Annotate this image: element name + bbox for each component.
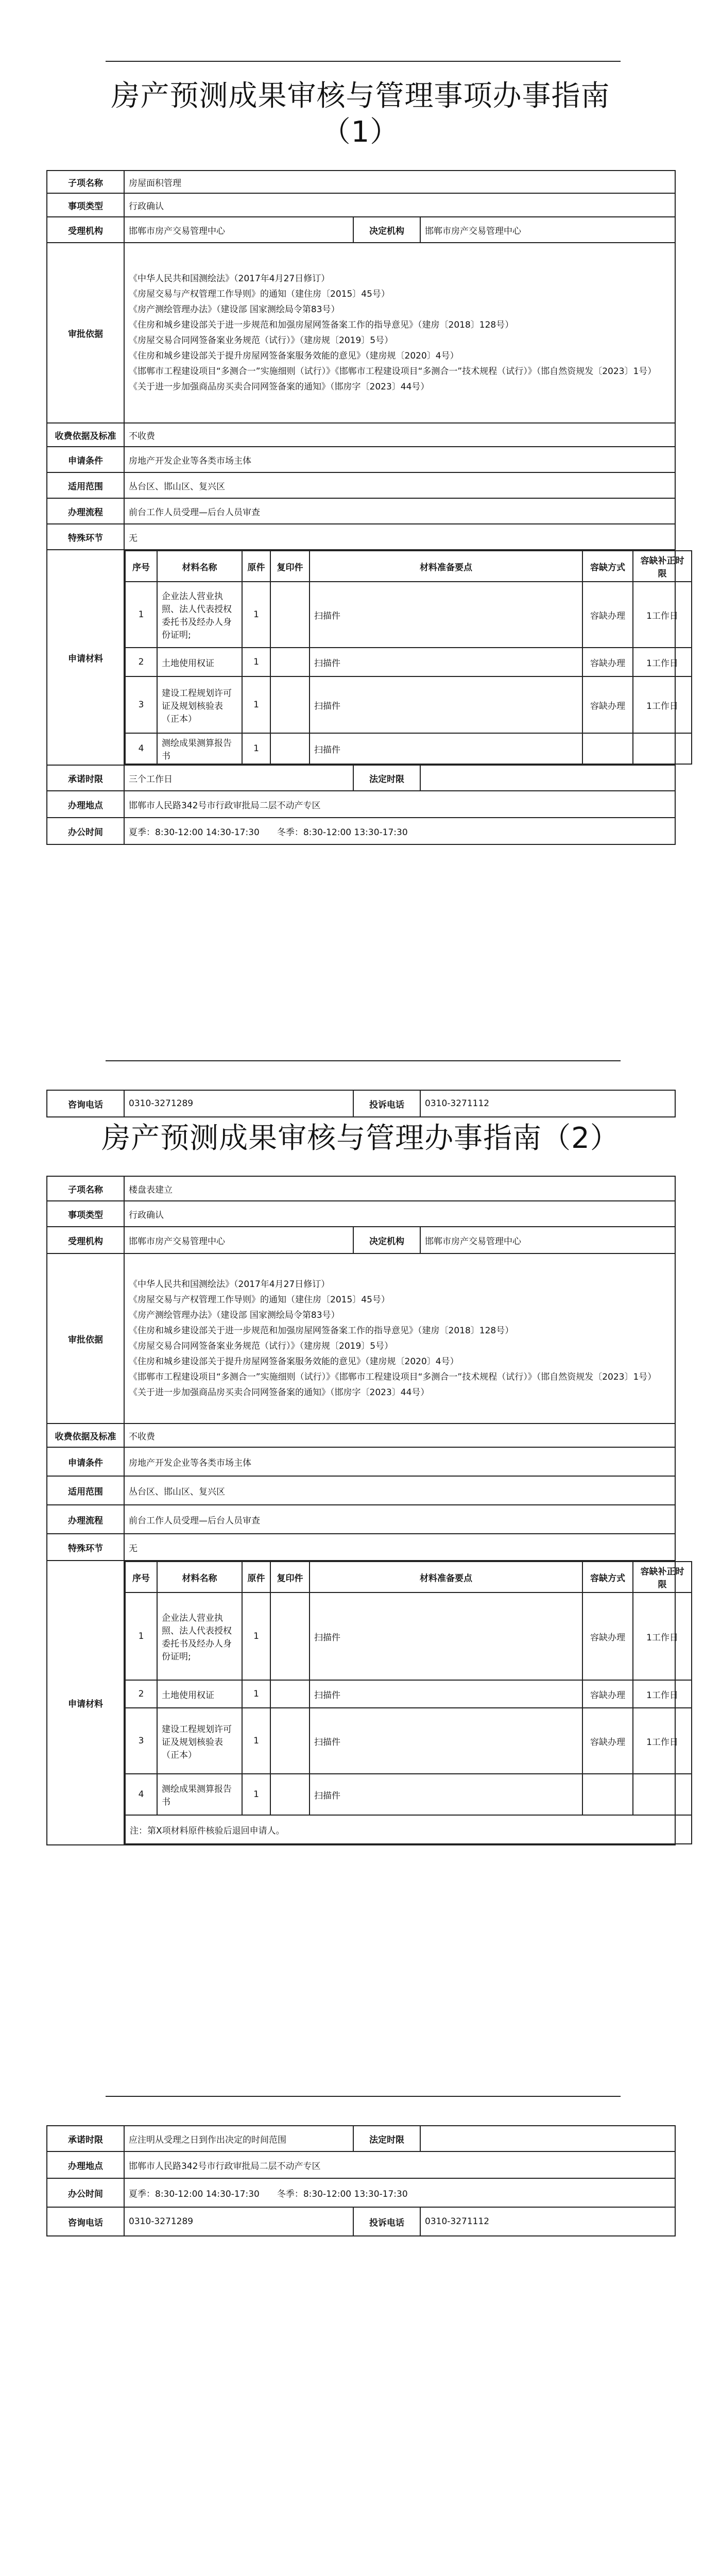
mat-header-limit: 容缺补正时限 bbox=[633, 551, 692, 582]
label-fee: 收费依据及标准 bbox=[47, 1423, 124, 1447]
materials-note: 注：第X项材料原件核验后退回申请人。 bbox=[125, 1815, 692, 1844]
mat-header-name: 材料名称 bbox=[157, 551, 242, 582]
accept-org-value: 邯郸市房产交易管理中心 bbox=[124, 1227, 353, 1253]
materials-cell bbox=[124, 1561, 684, 1845]
mat-notes: 扫描件 bbox=[310, 1774, 582, 1815]
mat-method: 容缺办理 bbox=[582, 1592, 633, 1680]
basis-item: 《关于进一步加强商品房买卖合同网签备案的通知》（邯房字〔2023〕44号） bbox=[129, 1387, 430, 1398]
item-type-value: 行政确认 bbox=[124, 193, 675, 217]
mat-limit: 1工作日 bbox=[633, 1708, 692, 1774]
table-row bbox=[125, 676, 692, 733]
mat-header-no: 序号 bbox=[125, 1562, 157, 1592]
label-condition: 申请条件 bbox=[47, 447, 124, 472]
table-row bbox=[125, 648, 692, 676]
mat-limit: 1工作日 bbox=[633, 676, 692, 733]
mat-header-notes: 材料准备要点 bbox=[310, 1562, 582, 1592]
mat-name: 建设工程规划许可证及规划核验表（正本） bbox=[157, 676, 242, 733]
mat-header-original: 原件 bbox=[242, 1562, 270, 1592]
basis-item: 《住房和城乡建设部关于进一步规范和加强房屋网签备案工作的指导意见》（建房〔2018〕128号） bbox=[129, 320, 514, 330]
mat-original: 1 bbox=[242, 1592, 270, 1680]
special-value: 无 bbox=[124, 524, 675, 550]
mat-copy bbox=[270, 648, 310, 676]
label-address: 办理地点 bbox=[47, 791, 124, 818]
guide2-title: 房产预测成果审核与管理办事指南（2） bbox=[101, 1122, 620, 1155]
label-phone: 咨询电话 bbox=[47, 1090, 124, 1117]
mat-no: 2 bbox=[125, 1680, 157, 1708]
office-hours-value: 夏季：8:30-12:00 14:30-17:30 冬季：8:30-12:00 13:30-17:30 bbox=[124, 818, 675, 844]
label-deadline: 承诺时限 bbox=[47, 765, 124, 791]
label-scope: 适用范围 bbox=[47, 472, 124, 498]
mat-no: 3 bbox=[125, 1708, 157, 1774]
label-item-type: 事项类型 bbox=[47, 1201, 124, 1227]
office-hours-value: 夏季：8:30-12:00 14:30-17:30 冬季：8:30-12:00 13:30-17:30 bbox=[124, 2178, 675, 2207]
label-legal-deadline: 法定时限 bbox=[353, 2126, 420, 2151]
label-item-name: 子项名称 bbox=[47, 1176, 124, 1201]
label-address: 办理地点 bbox=[47, 2151, 124, 2178]
item-type-value: 行政确认 bbox=[124, 1201, 675, 1227]
mat-limit bbox=[633, 1774, 692, 1815]
basis-item: 《住房和城乡建设部关于进一步规范和加强房屋网签备案工作的指导意见》（建房〔2018〕128号） bbox=[129, 1326, 514, 1336]
label-deadline: 承诺时限 bbox=[47, 2126, 124, 2151]
mat-copy bbox=[270, 582, 310, 648]
mat-name: 土地使用权证 bbox=[157, 648, 242, 676]
mat-no: 1 bbox=[125, 1592, 157, 1680]
mat-limit: 1工作日 bbox=[633, 648, 692, 676]
mat-original: 1 bbox=[242, 1680, 270, 1708]
mat-header-method: 容缺方式 bbox=[582, 551, 633, 582]
process-value: 前台工作人员受理—后台人员审查 bbox=[124, 498, 675, 524]
condition-value: 房地产开发企业等各类市场主体 bbox=[124, 447, 675, 472]
guide2-table bbox=[46, 1176, 684, 1845]
decision-org-value: 邯郸市房产交易管理中心 bbox=[420, 1227, 675, 1253]
mat-name: 测绘成果测算报告书 bbox=[157, 1774, 242, 1815]
basis-item: 《住房和城乡建设部关于提升房屋网签备案服务效能的意见》（建房规〔2020〕4号） bbox=[129, 1357, 459, 1367]
mat-original: 1 bbox=[242, 582, 270, 648]
mat-no: 4 bbox=[125, 1774, 157, 1815]
mat-original: 1 bbox=[242, 648, 270, 676]
label-item-type: 事项类型 bbox=[47, 193, 124, 217]
label-process: 办理流程 bbox=[47, 1505, 124, 1534]
fee-value: 不收费 bbox=[124, 1423, 675, 1447]
label-basis: 审批依据 bbox=[47, 1253, 124, 1423]
mat-notes: 扫描件 bbox=[310, 648, 582, 676]
mat-header-copy: 复印件 bbox=[270, 551, 310, 582]
contact-table bbox=[46, 1090, 676, 1117]
mat-header-original: 原件 bbox=[242, 551, 270, 582]
basis-item: 《房屋交易合同网签备案业务规范（试行）》（建房规〔2019〕5号） bbox=[129, 1341, 393, 1351]
table-row bbox=[125, 1680, 692, 1708]
legal-deadline-value bbox=[420, 765, 675, 791]
special-value: 无 bbox=[124, 1534, 675, 1561]
label-office-hours: 办公时间 bbox=[47, 818, 124, 844]
decision-org-value: 邯郸市房产交易管理中心 bbox=[420, 217, 675, 243]
label-accept-org: 受理机构 bbox=[47, 1227, 124, 1253]
mat-header-notes: 材料准备要点 bbox=[310, 551, 582, 582]
label-materials: 申请材料 bbox=[47, 550, 124, 765]
mat-copy bbox=[270, 1592, 310, 1680]
mat-method: 容缺办理 bbox=[582, 1708, 633, 1774]
basis-list bbox=[124, 1253, 675, 1423]
section-rule bbox=[106, 1060, 621, 1061]
mat-copy bbox=[270, 1680, 310, 1708]
table-row bbox=[125, 733, 692, 764]
mat-original: 1 bbox=[242, 676, 270, 733]
table-row bbox=[125, 582, 692, 648]
complaint-value: 0310-3271112 bbox=[420, 1090, 675, 1117]
legal-deadline-value bbox=[420, 2126, 675, 2151]
mat-name: 企业法人营业执照、法人代表授权委托书及经办人身份证明; bbox=[157, 582, 242, 648]
complaint-value: 0310-3271112 bbox=[420, 2207, 675, 2236]
label-special: 特殊环节 bbox=[47, 1534, 124, 1561]
mat-no: 1 bbox=[125, 582, 157, 648]
label-fee: 收费依据及标准 bbox=[47, 423, 124, 447]
label-scope: 适用范围 bbox=[47, 1476, 124, 1505]
mat-name: 土地使用权证 bbox=[157, 1680, 242, 1708]
mat-notes: 扫描件 bbox=[310, 676, 582, 733]
mat-limit bbox=[633, 733, 692, 764]
materials-table bbox=[125, 550, 692, 765]
mat-copy bbox=[270, 733, 310, 764]
table-row bbox=[125, 1774, 692, 1815]
guide2-footer-table bbox=[46, 2125, 676, 2236]
label-item-name: 子项名称 bbox=[47, 171, 124, 193]
mat-header-limit: 容缺补正时限 bbox=[633, 1562, 692, 1592]
basis-item: 《房屋交易合同网签备案业务规范（试行）》（建房规〔2019〕5号） bbox=[129, 335, 393, 346]
basis-item: 《住房和城乡建设部关于提升房屋网签备案服务效能的意见》（建房规〔2020〕4号） bbox=[129, 351, 459, 361]
process-value: 前台工作人员受理—后台人员审查 bbox=[124, 1505, 675, 1534]
mat-method bbox=[582, 733, 633, 764]
basis-list bbox=[124, 243, 675, 423]
basis-item: 《关于进一步加强商品房买卖合同网签备案的通知》（邯房字〔2023〕44号） bbox=[129, 382, 430, 392]
table-row bbox=[125, 1815, 692, 1844]
mat-header-method: 容缺方式 bbox=[582, 1562, 633, 1592]
label-legal-deadline: 法定时限 bbox=[353, 765, 420, 791]
phone-value: 0310-3271289 bbox=[124, 2207, 353, 2236]
top-rule bbox=[106, 61, 621, 62]
mat-limit: 1工作日 bbox=[633, 582, 692, 648]
label-complaint: 投诉电话 bbox=[353, 2207, 420, 2236]
table-row bbox=[125, 1708, 692, 1774]
fee-value: 不收费 bbox=[124, 423, 675, 447]
basis-item: 《中华人民共和国测绘法》（2017年4月27日修订） bbox=[129, 1279, 330, 1290]
mat-notes: 扫描件 bbox=[310, 1592, 582, 1680]
section-rule bbox=[106, 2096, 621, 2097]
label-phone: 咨询电话 bbox=[47, 2207, 124, 2236]
mat-original: 1 bbox=[242, 1708, 270, 1774]
basis-item: 《中华人民共和国测绘法》（2017年4月27日修订） bbox=[129, 274, 330, 284]
item-name-value: 楼盘表建立 bbox=[124, 1176, 675, 1201]
mat-limit: 1工作日 bbox=[633, 1592, 692, 1680]
materials-table bbox=[125, 1561, 692, 1844]
mat-copy bbox=[270, 1774, 310, 1815]
basis-item: 《房屋交易与产权管理工作导则》的通知（建住房〔2015〕45号） bbox=[129, 289, 390, 299]
condition-value: 房地产开发企业等各类市场主体 bbox=[124, 1447, 675, 1476]
basis-item: 《房产测绘管理办法》（建设部 国家测绘局令第83号） bbox=[129, 1310, 340, 1320]
scope-value: 丛台区、邯山区、复兴区 bbox=[124, 472, 675, 498]
label-special: 特殊环节 bbox=[47, 524, 124, 550]
scope-value: 丛台区、邯山区、复兴区 bbox=[124, 1476, 675, 1505]
mat-copy bbox=[270, 1708, 310, 1774]
label-condition: 申请条件 bbox=[47, 1447, 124, 1476]
label-complaint: 投诉电话 bbox=[353, 1090, 420, 1117]
address-value: 邯郸市人民路342号市行政审批局二层不动产专区 bbox=[124, 2151, 675, 2178]
mat-original: 1 bbox=[242, 733, 270, 764]
mat-notes: 扫描件 bbox=[310, 1680, 582, 1708]
label-decision-org: 决定机构 bbox=[353, 1227, 420, 1253]
label-office-hours: 办公时间 bbox=[47, 2178, 124, 2207]
mat-name: 企业法人营业执照、法人代表授权委托书及经办人身份证明; bbox=[157, 1592, 242, 1680]
basis-item: 《房产测绘管理办法》（建设部 国家测绘局令第83号） bbox=[129, 304, 340, 315]
basis-item: 《邯郸市工程建设项目“多测合一”实施细则（试行）》《邯郸市工程建设项目“多测合一”技术规程（试行）》（邯自然资规发〔2023〕1号） bbox=[129, 1372, 657, 1382]
phone-value: 0310-3271289 bbox=[124, 1090, 353, 1117]
mat-no: 4 bbox=[125, 733, 157, 764]
basis-item: 《邯郸市工程建设项目“多测合一”实施细则（试行）》《邯郸市工程建设项目“多测合一”技术规程（试行）》（邯自然资规发〔2023〕1号） bbox=[129, 366, 657, 377]
mat-method: 容缺办理 bbox=[582, 1680, 633, 1708]
address-value: 邯郸市人民路342号市行政审批局二层不动产专区 bbox=[124, 791, 675, 818]
label-accept-org: 受理机构 bbox=[47, 217, 124, 243]
guide1-title: 房产预测成果审核与管理事项办事指南 bbox=[111, 79, 610, 113]
guide1-title-number: （1） bbox=[321, 115, 400, 149]
basis-item: 《房屋交易与产权管理工作导则》的通知（建住房〔2015〕45号） bbox=[129, 1295, 390, 1305]
mat-header-name: 材料名称 bbox=[157, 1562, 242, 1592]
mat-notes: 扫描件 bbox=[310, 733, 582, 764]
guide1-table bbox=[46, 170, 684, 845]
item-name-value: 房屋面积管理 bbox=[124, 171, 675, 193]
deadline-value: 三个工作日 bbox=[124, 765, 353, 791]
mat-method: 容缺办理 bbox=[582, 648, 633, 676]
mat-original: 1 bbox=[242, 1774, 270, 1815]
label-basis: 审批依据 bbox=[47, 243, 124, 423]
label-process: 办理流程 bbox=[47, 498, 124, 524]
deadline-value: 应注明从受理之日到作出决定的时间范围 bbox=[124, 2126, 353, 2151]
mat-header-copy: 复印件 bbox=[270, 1562, 310, 1592]
mat-name: 测绘成果测算报告书 bbox=[157, 733, 242, 764]
materials-cell bbox=[124, 550, 684, 765]
mat-name: 建设工程规划许可证及规划核验表（正本） bbox=[157, 1708, 242, 1774]
mat-limit: 1工作日 bbox=[633, 1680, 692, 1708]
table-row bbox=[125, 1592, 692, 1680]
mat-notes: 扫描件 bbox=[310, 582, 582, 648]
mat-no: 2 bbox=[125, 648, 157, 676]
mat-no: 3 bbox=[125, 676, 157, 733]
mat-method bbox=[582, 1774, 633, 1815]
mat-header-no: 序号 bbox=[125, 551, 157, 582]
mat-method: 容缺办理 bbox=[582, 676, 633, 733]
label-materials: 申请材料 bbox=[47, 1561, 124, 1845]
label-decision-org: 决定机构 bbox=[353, 217, 420, 243]
mat-notes: 扫描件 bbox=[310, 1708, 582, 1774]
mat-copy bbox=[270, 676, 310, 733]
mat-method: 容缺办理 bbox=[582, 582, 633, 648]
accept-org-value: 邯郸市房产交易管理中心 bbox=[124, 217, 353, 243]
